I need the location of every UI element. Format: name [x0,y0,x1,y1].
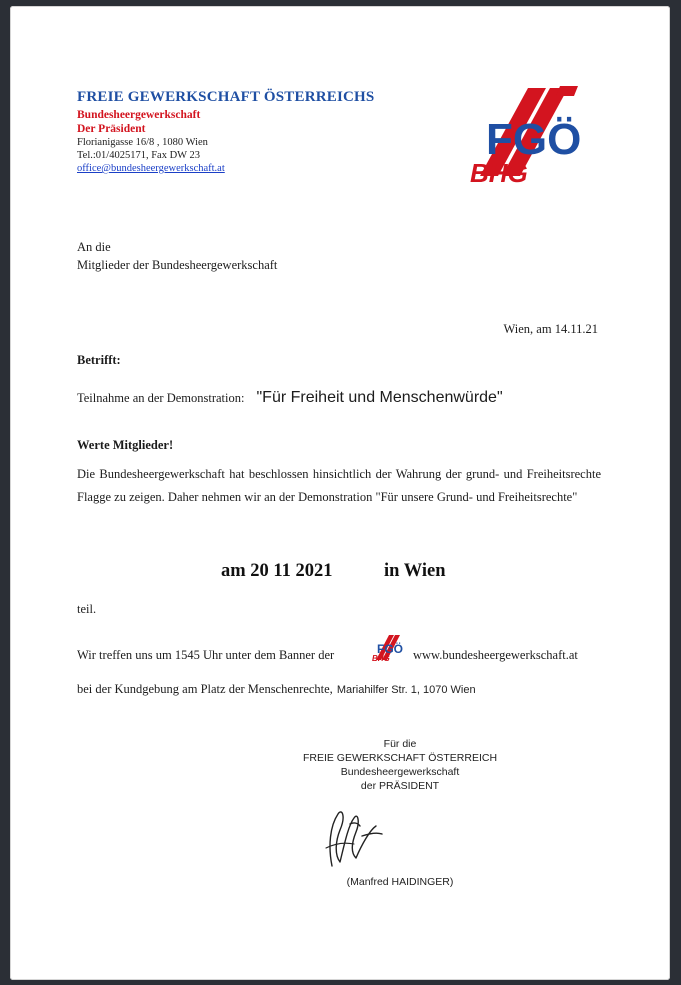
closing-line-3: Bundesheergewerkschaft [340,766,460,778]
small-logo-bhg-text: BHG [372,654,390,662]
logo-fgo-text: FGÖ [486,115,582,164]
meeting-location [77,680,476,698]
subject-prefix: Teilnahme an der Demonstration: [77,391,245,405]
closing-block [210,737,590,793]
subject-line [77,389,503,407]
handwritten-signature [310,796,400,876]
phone: Tel.:01/4025171, Fax DW 23 [77,150,201,161]
closing-line-4: der PRÄSIDENT [360,780,440,792]
event-place: in Wien [384,561,446,581]
small-logo-fgo-text: FGÖ [377,642,403,656]
sub-org-name: Bundesheergewerkschaft [77,109,201,121]
teil-text: teil. [77,602,97,616]
small-fgo-logo [367,634,411,662]
location-prefix: bei der Kundgebung am Platz der Menschenrechte, [77,682,333,696]
role-title: Der Präsident [77,123,146,135]
date-line: Wien, am 14.11.21 [503,322,598,336]
address: Florianigasse 16/8 , 1080 Wien [77,137,208,148]
event-date: am 20 11 2021 [221,561,333,581]
location-address: Mariahilfer Str. 1, 1070 Wien [336,684,476,696]
subject-slogan: "Für Freiheit und Menschenwürde" [256,389,503,406]
org-name: FREIE GEWERKSCHAFT ÖSTERREICHS [77,89,375,105]
body-paragraph: Die Bundesheergewerkschaft hat beschlossen hinsichtlich der Wahrung der grund- und Freiheitsrechte Flagge zu zeigen. Daher nehmen wir an der Demonstration "Für unsere Grund- und Freiheitsrechte" [77,467,601,504]
fgo-bhg-logo [450,86,610,186]
logo-bhg-text: BHG [470,158,528,186]
salutation: Werte Mitglieder! [77,438,174,452]
closing-line-2: FREIE GEWERKSCHAFT ÖSTERREICH [302,752,498,764]
recipient-line-2: Mitglieder der Bundesheergewerkschaft [77,258,278,272]
website-url[interactable]: www.bundesheergewerkschaft.at [413,648,578,662]
meeting-text: Wir treffen uns um 1545 Uhr unter dem Banner der [77,648,335,662]
recipient-line-1: An die [77,240,111,254]
closing-line-1: Für die [383,738,417,750]
subject-label: Betrifft: [77,353,121,367]
email-link[interactable]: office@bundesheergewerkschaft.at [77,163,225,174]
signatory-name: (Manfred HAIDINGER) [346,876,454,888]
letter-page [10,6,670,980]
